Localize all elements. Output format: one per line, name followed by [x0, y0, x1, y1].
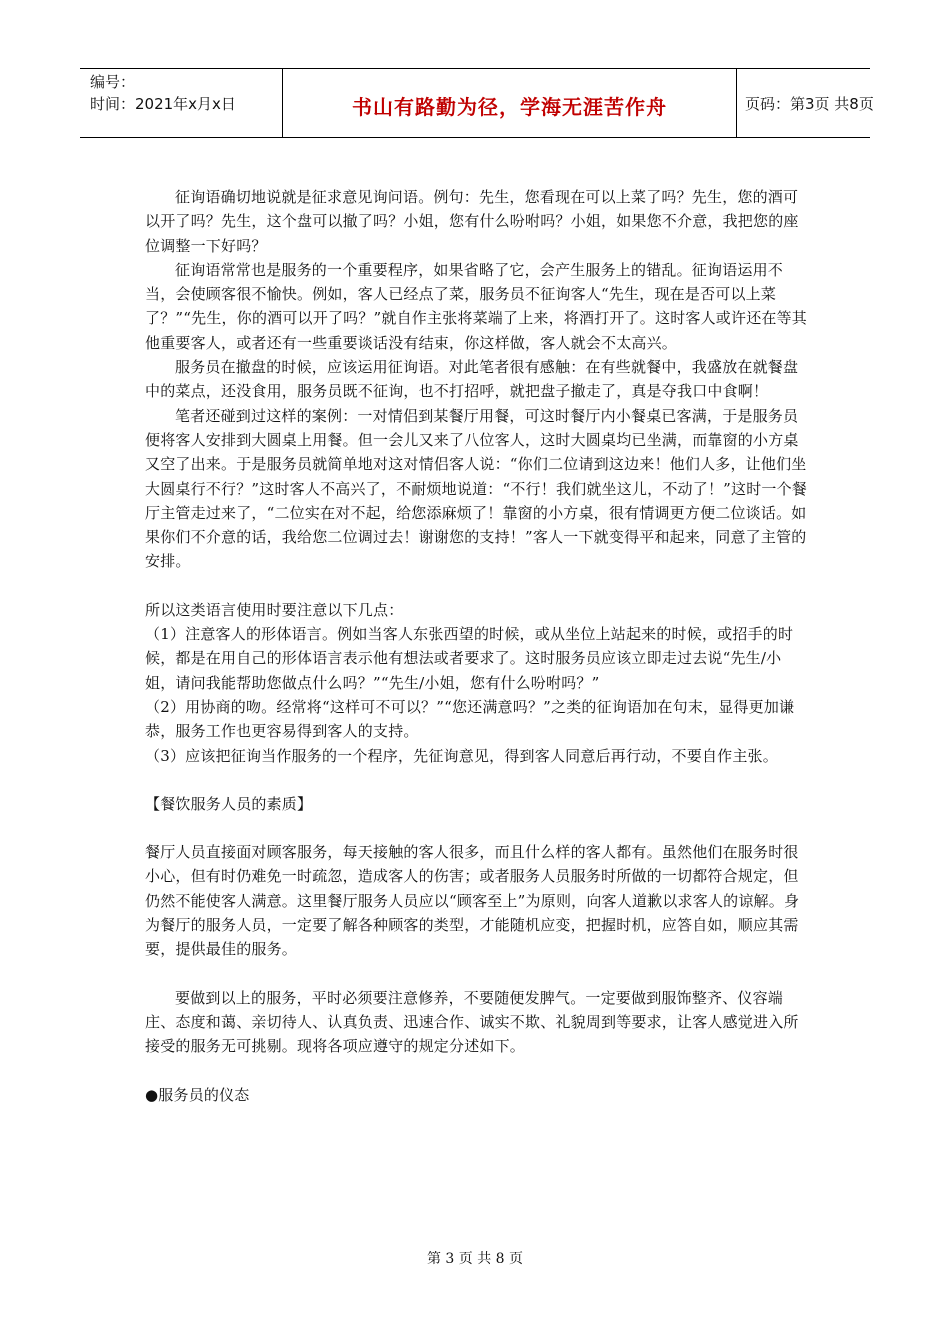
document-body [145, 185, 807, 1107]
body-paragraph: 服务员在撤盘的时候，应该运用征询语。对此笔者很有感触：在有些就餐中，我盛放在就餐盘中的菜点，还没食用，服务员既不征询，也不打招呼，就把盘子撤走了，真是夺我口中食啊！ [145, 358, 799, 401]
list-item: （2）用协商的吻。经常将“这样可不可以？”“您还满意吗？”之类的征询语加在句末，显得更加谦恭，服务工作也更容易得到客人的支持。 [145, 697, 795, 741]
body-paragraph: 征询语确切地说就是征求意见询问语。例句：先生，您看现在可以上菜了吗？先生，您的酒可以开了吗？先生，这个盘可以撤了吗？小姐，您有什么吩咐吗？小姐，如果您不介意，我把您的座位调整一下好吗？ [145, 188, 799, 255]
body-paragraph: 要做到以上的服务，平时必须要注意修养，不要随便发脾气。一定要做到服饰整齐、仪容端庄、态度和蔼、亲切待人、认真负责、迅速合作、诚实不欺、礼貌周到等要求，让客人感觉进入所接受的服务无可挑剔。现将各项应遵守的规定分述如下。 [145, 988, 799, 1056]
header-motto: 书山有路勤为径，学海无涯苦作舟 [352, 95, 667, 119]
header-page-cell [737, 69, 874, 137]
paragraph-gap [145, 816, 807, 840]
header-motto-cell [283, 69, 737, 137]
document-time-label: 时间：2021年x月x日 [90, 95, 236, 113]
paragraph-gap [145, 1059, 807, 1083]
section-heading: 【餐饮服务人员的素质】 [145, 794, 313, 813]
header-page-code: 页码：第3页 共8页 [745, 95, 874, 113]
bullet-heading: ●服务员的仪态 [145, 1085, 250, 1104]
list-item: （1）注意客人的形体语言。例如当客人东张西望的时候，或从坐位上站起来的时候，或招手的时候，都是在用自己的形体语言表示他有想法或者要求了。这时服务员应该立即走过去说“先生/小姐，请问我能帮助您做点什么吗？”“先生/小姐，您有什么吩咐吗？” [145, 625, 794, 692]
document-number-label: 编号： [90, 73, 136, 91]
body-paragraph: 征询语常常也是服务的一个重要程序，如果省略了它，会产生服务上的错乱。征询语运用不当，会使顾客很不愉快。例如，客人已经点了菜，服务员不征询客人“先生，现在是否可以上菜了？”“先生，你的酒可以开了吗？”就自作主张将菜端了上来，将酒打开了。这时客人或许还在等其他重要客人，或者还有一些重要谈话没有结束，你这样做，客人就会不太高兴。 [145, 260, 808, 352]
paragraph-gap [145, 768, 807, 792]
header-info-cell [80, 69, 283, 137]
paragraph-gap [145, 962, 807, 986]
list-item: （3）应该把征询当作服务的一个程序，先征询意见，得到客人同意后再行动，不要自作主张。 [145, 746, 778, 765]
body-paragraph: 餐厅人员直接面对顾客服务，每天接触的客人很多，而且什么样的客人都有。虽然他们在服务时很小心，但有时仍难免一时疏忽，造成客人的伤害；或者服务人员服务时所做的一切都符合规定，但仍然不能使客人满意。这里餐厅服务人员应以“顾客至上”为原则，向客人道歉以求客人的谅解。身为餐厅的服务人员，一定要了解各种顾客的类型，才能随机应变，把握时机，应答自如，顺应其需要，提供最佳的服务。 [145, 843, 800, 959]
list-intro: 所以这类语言使用时要注意以下几点： [145, 600, 404, 619]
page-footer: 第 3 页 共 8 页 [426, 1251, 524, 1267]
paragraph-gap [145, 574, 807, 598]
page-header [80, 68, 874, 138]
body-paragraph: 笔者还碰到过这样的案例：一对情侣到某餐厅用餐，可这时餐厅内小餐桌已客满，于是服务员便将客人安排到大圆桌上用餐。但一会儿又来了八位客人，这时大圆桌均已坐满，而靠窗的小方桌又空了出来。于是服务员就简单地对这对情侣客人说：“你们二位请到这边来！他们人多，让他们坐大圆桌行不行？”这时客人不高兴了，不耐烦地说道：“不行！我们就坐这儿，不动了！”这时一个餐厅主管走过来了，“二位实在对不起，给您添麻烦了！靠窗的小方桌，很有情调更方便二位谈话。如果你们不介意的话，我给您二位调过去！谢谢您的支持！”客人一下就变得平和起来，同意了主管的安排。 [145, 406, 808, 571]
